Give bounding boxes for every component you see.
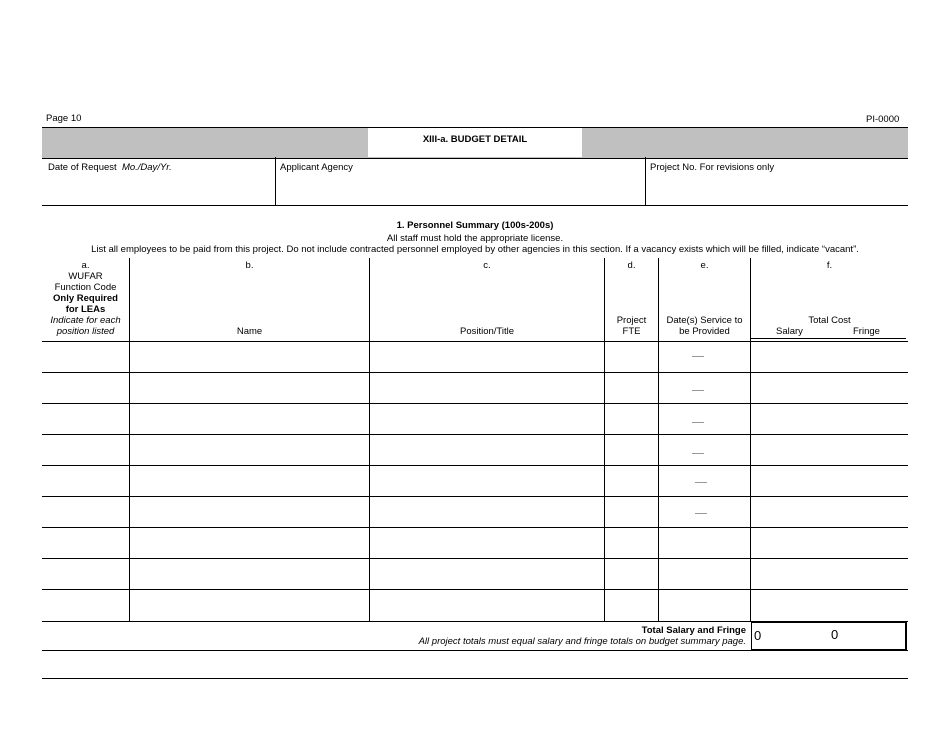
total-note: All project totals must equal salary and fringe totals on budget summary page. [418,636,746,647]
wufar-code-cell[interactable] [43,559,129,589]
wufar-code-cell[interactable] [43,528,129,558]
divider [275,157,276,205]
column-f-letter: f. [826,260,833,271]
fte-cell[interactable] [605,373,658,403]
column-a-position-listed: position listed [56,326,115,337]
column-a-only-required: Only Required [53,293,118,304]
name-cell[interactable] [130,404,369,434]
wufar-code-cell[interactable] [43,497,129,527]
fringe-cell[interactable] [828,342,906,372]
column-a-function-code: Function Code [54,282,117,293]
form-id: PI-0000 [866,114,900,125]
project-no-field[interactable] [647,174,905,204]
position-cell[interactable] [370,559,604,589]
divider [42,678,908,679]
column-a-letter: a. [81,260,90,271]
fte-cell[interactable] [605,342,658,372]
column-e-dates: Date(s) Service to [666,315,743,326]
date-label-text: Date of Request [48,162,117,173]
salary-cell[interactable] [751,528,827,558]
column-c-letter: c. [483,260,491,271]
column-e-provided: be Provided [679,326,730,337]
column-a-header [42,260,129,337]
wufar-code-cell[interactable] [43,342,129,372]
fte-cell[interactable] [605,590,658,620]
total-salary-value[interactable]: 0 [754,628,762,643]
fringe-cell[interactable] [828,497,906,527]
salary-cell[interactable] [751,466,827,496]
wufar-code-cell[interactable] [43,404,129,434]
date-placeholder-dash [692,453,704,454]
position-cell[interactable] [370,528,604,558]
name-cell[interactable] [130,435,369,465]
salary-cell[interactable] [751,342,827,372]
name-cell[interactable] [130,528,369,558]
fringe-cell[interactable] [828,466,906,496]
service-dates-cell[interactable] [659,435,750,465]
fte-cell[interactable] [605,435,658,465]
page-number: Page 10 [46,113,82,124]
wufar-code-cell[interactable] [43,466,129,496]
service-dates-cell[interactable] [659,404,750,434]
position-cell[interactable] [370,373,604,403]
service-dates-cell[interactable] [659,497,750,527]
name-cell[interactable] [130,590,369,620]
service-dates-cell[interactable] [659,528,750,558]
name-cell[interactable] [130,559,369,589]
column-e-label [659,315,750,337]
fringe-cell[interactable] [828,559,906,589]
date-placeholder-dash [695,513,707,514]
fte-cell[interactable] [605,497,658,527]
fringe-cell[interactable] [828,528,906,558]
position-cell[interactable] [370,435,604,465]
service-dates-cell[interactable] [659,373,750,403]
date-of-request-label [48,162,172,173]
fringe-cell[interactable] [828,404,906,434]
column-d-label [605,315,658,337]
service-dates-cell[interactable] [659,342,750,372]
column-d-project: Project [616,315,647,326]
divider [42,650,908,651]
position-cell[interactable] [370,466,604,496]
fte-cell[interactable] [605,404,658,434]
divider [42,205,908,206]
name-cell[interactable] [130,466,369,496]
applicant-agency-label: Applicant Agency [280,162,353,173]
fringe-cell[interactable] [828,435,906,465]
service-dates-cell[interactable] [659,559,750,589]
section-title: XIII-a. BUDGET DETAIL [368,128,582,157]
personnel-summary-title: 1. Personnel Summary (100s-200s) [396,220,554,231]
applicant-agency-field[interactable] [277,174,643,204]
column-f-total-cost: Total Cost [808,315,851,326]
fte-cell[interactable] [605,528,658,558]
fringe-cell[interactable] [828,373,906,403]
salary-cell[interactable] [751,590,827,620]
date-placeholder-dash [692,422,704,423]
total-label: Total Salary and Fringe [641,625,746,636]
column-f-fringe: Fringe [853,326,880,337]
column-d-letter: d. [627,260,636,271]
column-a-wufar: WUFAR [68,271,103,282]
service-dates-cell[interactable] [659,590,750,620]
column-d-fte: FTE [622,326,641,337]
divider [645,157,646,205]
salary-cell[interactable] [751,435,827,465]
column-f-salary: Salary [776,326,803,337]
project-no-label: Project No. For revisions only [650,162,775,173]
wufar-code-cell[interactable] [43,373,129,403]
name-cell[interactable] [130,373,369,403]
position-cell[interactable] [370,590,604,620]
total-box[interactable] [751,622,907,651]
license-note: All staff must hold the appropriate license. [386,233,564,244]
name-cell[interactable] [130,342,369,372]
column-c-label: Position/Title [459,326,515,337]
date-of-request-field[interactable] [44,174,274,204]
position-cell[interactable] [370,404,604,434]
wufar-code-cell[interactable] [43,590,129,620]
date-placeholder-dash [692,356,704,357]
salary-cell[interactable] [751,373,827,403]
column-a-indicate: Indicate for each [50,315,121,326]
divider [751,338,906,339]
column-e-letter: e. [700,260,709,271]
position-cell[interactable] [370,497,604,527]
fte-cell[interactable] [605,559,658,589]
wufar-code-cell[interactable] [43,435,129,465]
total-fringe-value[interactable]: 0 [831,627,839,642]
fringe-cell[interactable] [828,590,906,620]
salary-cell[interactable] [751,559,827,589]
salary-cell[interactable] [751,497,827,527]
column-b-label: Name [236,326,263,337]
instructions-note: List all employees to be paid from this project. Do not include contracted personnel employed by other agencies in this section. If a vacancy exists which will be filled, indicate “vacant”. [91,244,859,255]
fte-cell[interactable] [605,466,658,496]
salary-cell[interactable] [751,404,827,434]
position-cell[interactable] [370,342,604,372]
date-placeholder-dash [692,390,704,391]
column-a-for-leas: for LEAs [65,304,106,315]
date-format-hint: Mo./Day/Yr. [121,162,172,173]
column-b-letter: b. [245,260,254,271]
service-dates-cell[interactable] [659,466,750,496]
name-cell[interactable] [130,497,369,527]
date-placeholder-dash [695,482,707,483]
